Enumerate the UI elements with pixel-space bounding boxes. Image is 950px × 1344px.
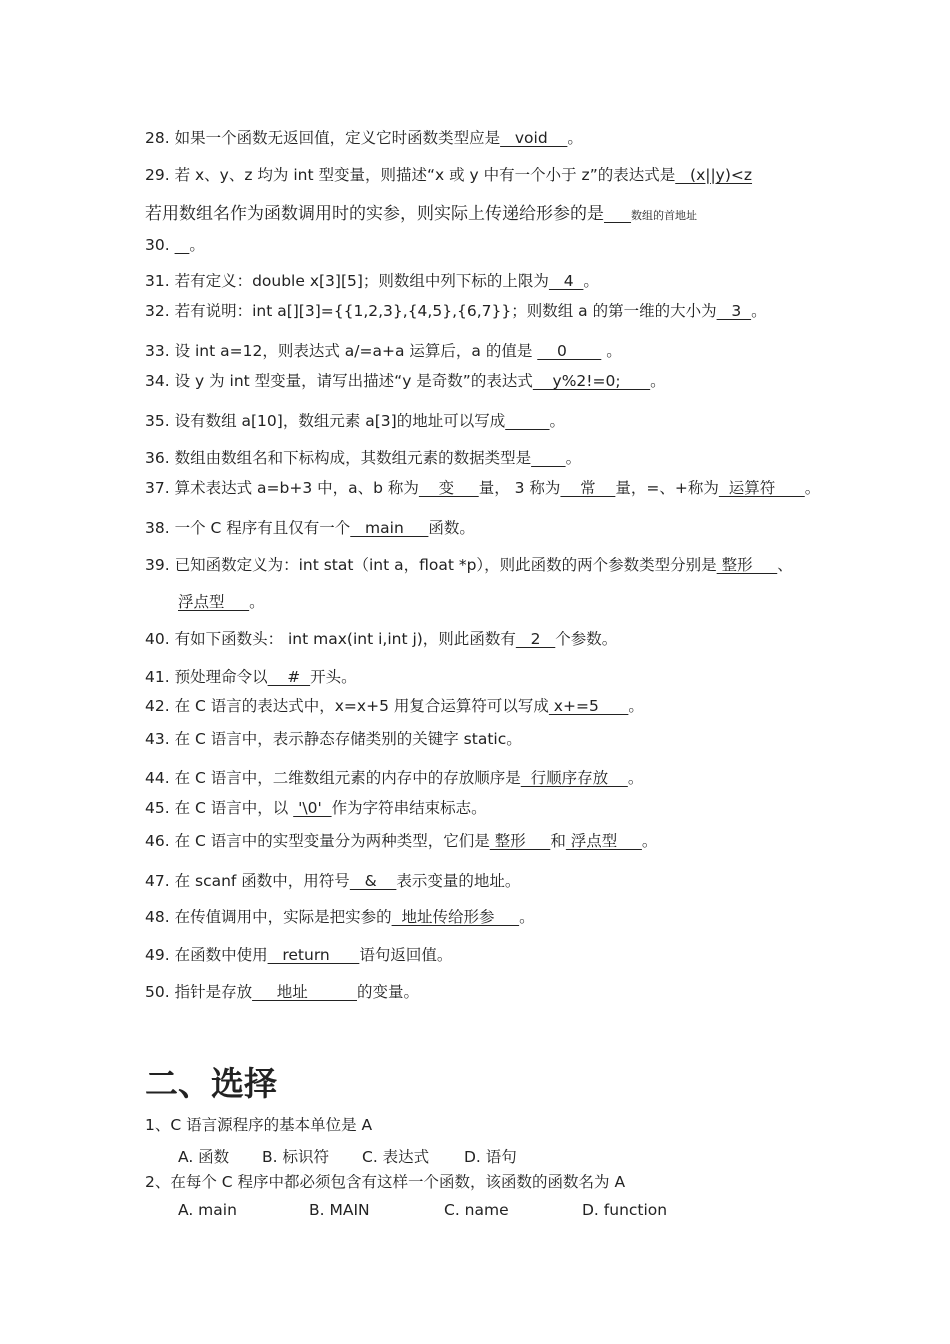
answer-blank: 地址 bbox=[252, 983, 357, 1001]
punctuation: 开头。 bbox=[310, 668, 357, 686]
answer-blank: y%2!=0; bbox=[532, 372, 651, 390]
question-text: 31. 若有定义：double x[3][5]；则数组中列下标的上限为 bbox=[145, 272, 549, 290]
question-50 bbox=[145, 982, 419, 1002]
answer-blank bbox=[175, 236, 190, 254]
punctuation: 。 bbox=[627, 769, 644, 787]
mc-question-2: 2、在每个 C 程序中都必须包含有这样一个函数，该函数的函数名为 A bbox=[145, 1173, 626, 1191]
question-46 bbox=[145, 831, 657, 851]
punctuation: 。 bbox=[519, 908, 535, 926]
answer-blank: 常 bbox=[560, 479, 616, 497]
question-text: 42. 在 C 语言的表达式中，x=x+5 用复合运算符可以写成 bbox=[145, 697, 549, 715]
punctuation: 作为字符串结束标志。 bbox=[331, 799, 487, 817]
answer-blank: 2 bbox=[515, 630, 556, 648]
question-text: 量， 3 称为 bbox=[478, 479, 561, 497]
option-a: A. 函数 bbox=[178, 1148, 230, 1166]
answer-blank: & bbox=[349, 872, 397, 890]
punctuation: 、 bbox=[777, 556, 793, 574]
answer-blank: 地址传给形参 bbox=[391, 908, 520, 926]
question-text: 量，=、+称为 bbox=[615, 479, 719, 497]
question-40 bbox=[145, 629, 617, 649]
question-text: 32. 若有说明：int a[][3]={{1,2,3},{4,5},{6,7}}；则数组 a 的第一维的大小为 bbox=[145, 302, 717, 320]
question-43 bbox=[145, 729, 522, 749]
answer-blank: (x||y)<z bbox=[675, 166, 753, 184]
question-text: 46. 在 C 语言中的实型变量分为两种类型，它们是 bbox=[145, 832, 490, 850]
answer-blank bbox=[604, 204, 631, 224]
punctuation: 。 bbox=[189, 236, 205, 254]
punctuation: 。 bbox=[641, 832, 658, 850]
question-number: 30. bbox=[145, 236, 175, 254]
punctuation: 的变量。 bbox=[356, 983, 419, 1001]
question-text: 38. 一个 C 程序有且仅有一个 bbox=[145, 519, 351, 537]
question-text: 若用数组名作为函数调用时的实参，则实际上传递给形参的是 bbox=[145, 204, 604, 224]
option-b: B. MAIN bbox=[309, 1201, 370, 1219]
punctuation: 函数。 bbox=[428, 519, 475, 537]
question-text: 29. 若 x、y、z 均为 int 型变量，则描述“x 或 y 中有一个小于 z”的表达式是 bbox=[145, 166, 676, 184]
question-text: 47. 在 scanf 函数中，用符号 bbox=[145, 872, 350, 890]
option-a: A. main bbox=[178, 1201, 237, 1219]
question-48 bbox=[145, 907, 535, 927]
question-text: 28. 如果一个函数无返回值，定义它时函数类型应是 bbox=[145, 129, 501, 147]
question-text: 50. 指针是存放 bbox=[145, 983, 253, 1001]
question-47 bbox=[145, 871, 520, 891]
answer-blank: main bbox=[350, 519, 429, 537]
question-36 bbox=[145, 448, 581, 468]
answer-blank: void bbox=[500, 129, 568, 147]
section-heading: 二、选择 bbox=[145, 1064, 277, 1103]
question-32 bbox=[145, 301, 767, 321]
answer-blank: return bbox=[267, 946, 360, 964]
question-text: 36. 数组由数组名和下标构成，其数组元素的数据类型是 bbox=[145, 449, 532, 467]
question-34 bbox=[145, 371, 666, 391]
question-49 bbox=[145, 945, 452, 965]
option-c: C. name bbox=[444, 1201, 509, 1219]
punctuation: 表示变量的地址。 bbox=[396, 872, 521, 890]
punctuation: 。 bbox=[583, 272, 599, 290]
punctuation: 。 bbox=[628, 697, 644, 715]
punctuation: 。 bbox=[751, 302, 767, 320]
question-text: 49. 在函数中使用 bbox=[145, 946, 268, 964]
question-31 bbox=[145, 271, 599, 291]
question-text: 45. 在 C 语言中，以 bbox=[145, 799, 294, 817]
question-33 bbox=[145, 341, 622, 361]
punctuation: 个参数。 bbox=[555, 630, 618, 648]
answer-blank: 行顺序存放 bbox=[520, 769, 628, 787]
answer-blank: 浮点型 bbox=[565, 832, 642, 850]
punctuation: 语句返回值。 bbox=[359, 946, 453, 964]
question-42 bbox=[145, 696, 644, 716]
question-41 bbox=[145, 667, 357, 687]
answer-blank: x+=5 bbox=[548, 697, 629, 715]
answer-blank: '\0' bbox=[293, 799, 332, 817]
punctuation: 。 bbox=[804, 479, 821, 497]
option-d: D. 语句 bbox=[464, 1148, 517, 1166]
answer-blank: 整形 bbox=[716, 556, 778, 574]
punctuation: 。 bbox=[549, 412, 566, 430]
answer-blank: 运算符 bbox=[718, 479, 805, 497]
question-text: 44. 在 C 语言中，二维数组元素的内存中的存放顺序是 bbox=[145, 769, 521, 787]
question-text: 48. 在传值调用中，实际是把实参的 bbox=[145, 908, 392, 926]
question-38 bbox=[145, 518, 475, 538]
question-text: 41. 预处理命令以 bbox=[145, 668, 268, 686]
mc-question-1: 1、C 语言源程序的基本单位是 A bbox=[145, 1116, 373, 1134]
answer-blank: 浮点型 bbox=[178, 593, 250, 611]
question-text: 33. 设 int a=12，则表达式 a/=a+a 运算后，a 的值是 bbox=[145, 342, 538, 360]
question-37 bbox=[145, 478, 820, 498]
question-text: 37. 算术表达式 a=b+3 中，a、b 称为 bbox=[145, 479, 419, 497]
option-d: D. function bbox=[582, 1201, 668, 1219]
answer-blank: 3 bbox=[716, 302, 752, 320]
answer-text: 数组的首地址 bbox=[631, 209, 698, 222]
punctuation: 。 bbox=[650, 372, 666, 390]
option-c: C. 表达式 bbox=[362, 1148, 430, 1166]
question-28 bbox=[145, 128, 583, 148]
question-30-line1 bbox=[145, 204, 697, 226]
question-29 bbox=[145, 165, 752, 185]
punctuation: 。 bbox=[601, 342, 622, 360]
option-b: B. 标识符 bbox=[262, 1148, 329, 1166]
question-35 bbox=[145, 411, 565, 431]
question-text: 35. 设有数组 a[10]，数组元素 a[3]的地址可以写成 bbox=[145, 412, 506, 430]
question-text: 43. 在 C 语言中，表示静态存储类别的关键字 static。 bbox=[145, 730, 522, 748]
question-30-line2 bbox=[145, 235, 205, 255]
answer-blank bbox=[505, 412, 549, 430]
question-39-line2 bbox=[178, 592, 265, 612]
answer-blank: 0 bbox=[537, 342, 602, 360]
question-44 bbox=[145, 768, 643, 788]
answer-blank: 变 bbox=[418, 479, 479, 497]
answer-blank bbox=[531, 449, 566, 467]
question-39-line1 bbox=[145, 555, 793, 575]
question-text: 和 bbox=[550, 832, 566, 850]
question-45 bbox=[145, 798, 487, 818]
answer-blank: 4 bbox=[548, 272, 584, 290]
punctuation: 。 bbox=[565, 449, 582, 467]
punctuation: 。 bbox=[567, 129, 583, 147]
question-text: 34. 设 y 为 int 型变量，请写出描述“y 是奇数”的表达式 bbox=[145, 372, 533, 390]
question-text: 39. 已知函数定义为：int stat（int a，float *p），则此函数的两个参数类型分别是 bbox=[145, 556, 717, 574]
answer-blank: 整形 bbox=[489, 832, 551, 850]
punctuation: 。 bbox=[249, 593, 265, 611]
question-text: 40. 有如下函数头： int max(int i,int j)，则此函数有 bbox=[145, 630, 516, 648]
answer-blank: # bbox=[267, 668, 311, 686]
